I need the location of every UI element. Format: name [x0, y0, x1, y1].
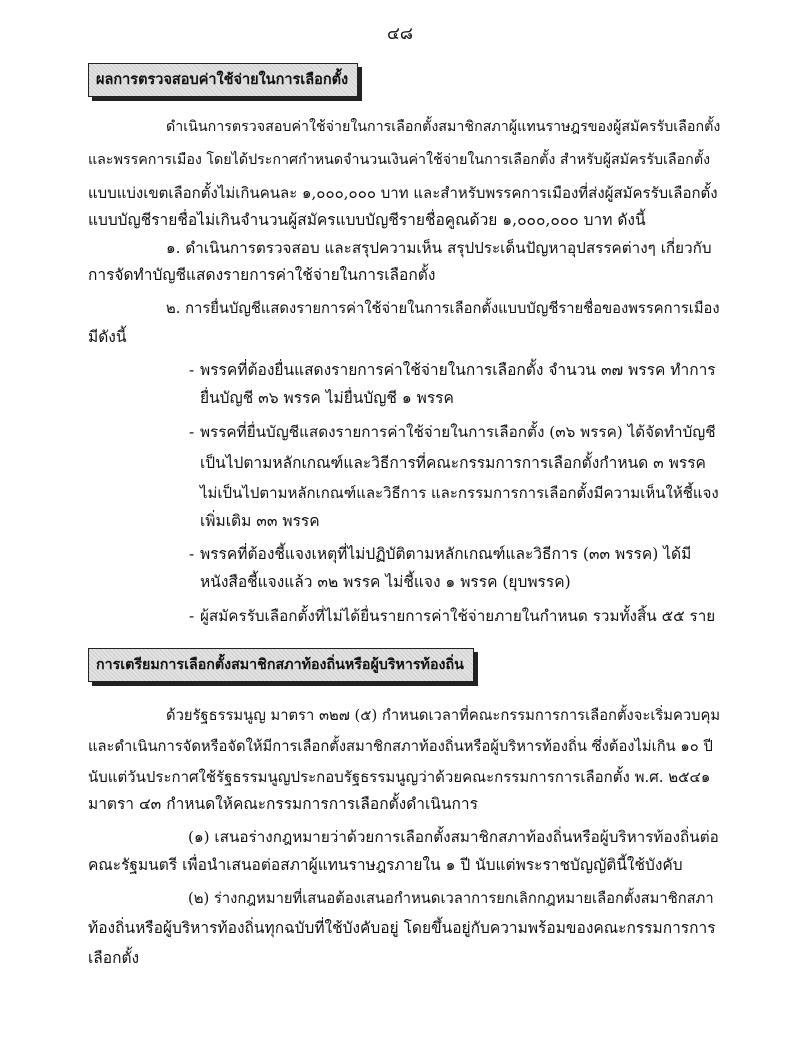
bullet-line: ยื่นบัญชี ๓๖ พรรค ไม่ยื่นบัญชี ๑ พรรค: [200, 389, 454, 407]
paragraph-line: แบบแบ่งเขตเลือกตั้งไม่เกินคนละ ๑,๐๐๐,๐๐๐ บาท และสำหรับพรรคการเมืองที่ส่งผู้สมัครรับเลือกตั้ง: [88, 184, 718, 202]
paragraph-line: แบบบัญชีรายชื่อไม่เกินจำนวนผู้สมัครแบบบัญชีรายชื่อคูณด้วย ๑,๐๐๐,๐๐๐ บาท ดังนี้: [88, 211, 646, 229]
item-line: ๒. การยื่นบัญชีแสดงรายการค่าใช้จ่ายในการเลือกตั้งแบบบัญชีรายชื่อของพรรคการเมือง: [166, 300, 720, 317]
paragraph-line: นับแต่วันประกาศใช้รัฐธรรมนูญประกอบรัฐธรรมนูญว่าด้วยคณะกรรมการการเลือกตั้ง พ.ศ. ๒๕๔๑: [88, 768, 711, 786]
item-line: มีดังนี้: [88, 328, 127, 346]
paragraph-line: และพรรคการเมือง โดยได้ประกาศกำหนดจำนวนเงินค่าใช้จ่ายในการเลือกตั้ง สำหรับผู้สมัครรับเลือกตั้ง: [88, 152, 711, 168]
section-heading-local-election-prep: [88, 648, 474, 682]
bullet-line: หนังสือชี้แจงแล้ว ๓๒ พรรค ไม่ชี้แจง ๑ พรรค (ยุบพรรค): [200, 573, 571, 591]
item-line: (๒) ร่างกฎหมายที่เสนอต้องเสนอกำหนดเวลาการยกเลิกกฎหมายเลือกตั้งสมาชิกสภา: [188, 890, 714, 907]
bullet-line: พรรคที่ยื่นบัญชีแสดงรายการค่าใช้จ่ายในการเลือกตั้ง (๓๖ พรรค) ได้จัดทำบัญชี: [200, 423, 716, 441]
paragraph-line: ดำเนินการตรวจสอบค่าใช้จ่ายในการเลือกตั้งสมาชิกสภาผู้แทนราษฎรของผู้สมัครรับเลือกตั้ง: [166, 119, 721, 135]
paragraph-line: และดำเนินการจัดหรือจัดให้มีการเลือกตั้งสมาชิกสภาท้องถิ่นหรือผู้บริหารท้องถิ่น ซึ่งต้องไม่เกิน ๑๐ ปี: [88, 738, 713, 755]
bullet-dash: -: [189, 545, 195, 563]
section-heading-text: การเตรียมการเลือกตั้งสมาชิกสภาท้องถิ่นหรือผู้บริหารท้องถิ่น: [96, 656, 464, 673]
section-heading-text: ผลการตรวจสอบค่าใช้จ่ายในการเลือกตั้ง: [96, 70, 349, 88]
bullet-line: เป็นไปตามหลักเกณฑ์และวิธีการที่คณะกรรมการการเลือกตั้งกำหนด ๓ พรรค: [200, 454, 706, 472]
item-line: (๑) เสนอร่างกฎหมายว่าด้วยการเลือกตั้งสมาชิกสภาท้องถิ่นหรือผู้บริหารท้องถิ่นต่อ: [188, 828, 719, 846]
item-line: คณะรัฐมนตรี เพื่อนำเสนอต่อสภาผู้แทนราษฎรภายใน ๑ ปี นับแต่พระราชบัญญัตินี้ใช้บังคับ: [88, 856, 683, 874]
page-number: ๔๘: [387, 24, 413, 44]
bullet-line: พรรคที่ต้องชี้แจงเหตุที่ไม่ปฏิบัติตามหลักเกณฑ์และวิธีการ (๓๓ พรรค) ได้มี: [200, 545, 692, 563]
bullet-line: ไม่เป็นไปตามหลักเกณฑ์และวิธีการ และกรรมการการเลือกตั้งมีความเห็นให้ชี้แจง: [200, 484, 719, 502]
bullet-line: เพิ่มเติม ๓๓ พรรค: [200, 512, 320, 530]
item-line: ๑. ดำเนินการตรวจสอบ และสรุปความเห็น สรุปประเด็นปัญหาอุปสรรคต่างๆ เกี่ยวกับ: [166, 239, 712, 257]
item-line: การจัดทำบัญชีแสดงรายการค่าใช้จ่ายในการเลือกตั้ง: [88, 266, 436, 284]
paragraph-line: มาตรา ๔๓ กำหนดให้คณะกรรมการการเลือกตั้งดำเนินการ: [88, 795, 478, 813]
bullet-dash: -: [189, 607, 195, 625]
bullet-dash: -: [189, 423, 195, 441]
item-line: เลือกตั้ง: [88, 949, 140, 967]
bullet-line: ผู้สมัครรับเลือกตั้งที่ไม่ได้ยื่นรายการค่าใช้จ่ายภายในกำหนด รวมทั้งสิ้น ๕๕ ราย: [200, 607, 716, 625]
section-heading-expense-audit: [88, 63, 358, 97]
bullet-line: พรรคที่ต้องยื่นแสดงรายการค่าใช้จ่ายในการเลือกตั้ง จำนวน ๓๗ พรรค ทำการ: [200, 361, 716, 379]
item-line: ท้องถิ่นหรือผู้บริหารท้องถิ่นทุกฉบับที่ใช้บังคับอยู่ โดยขึ้นอยู่กับความพร้อมของคณะกรรมการการ: [88, 919, 716, 937]
bullet-dash: -: [189, 361, 195, 379]
paragraph-line: ด้วยรัฐธรรมนูญ มาตรา ๓๒๗ (๕) กำหนดเวลาที่คณะกรรมการการเลือกตั้งจะเริ่มควบคุม: [166, 707, 721, 724]
